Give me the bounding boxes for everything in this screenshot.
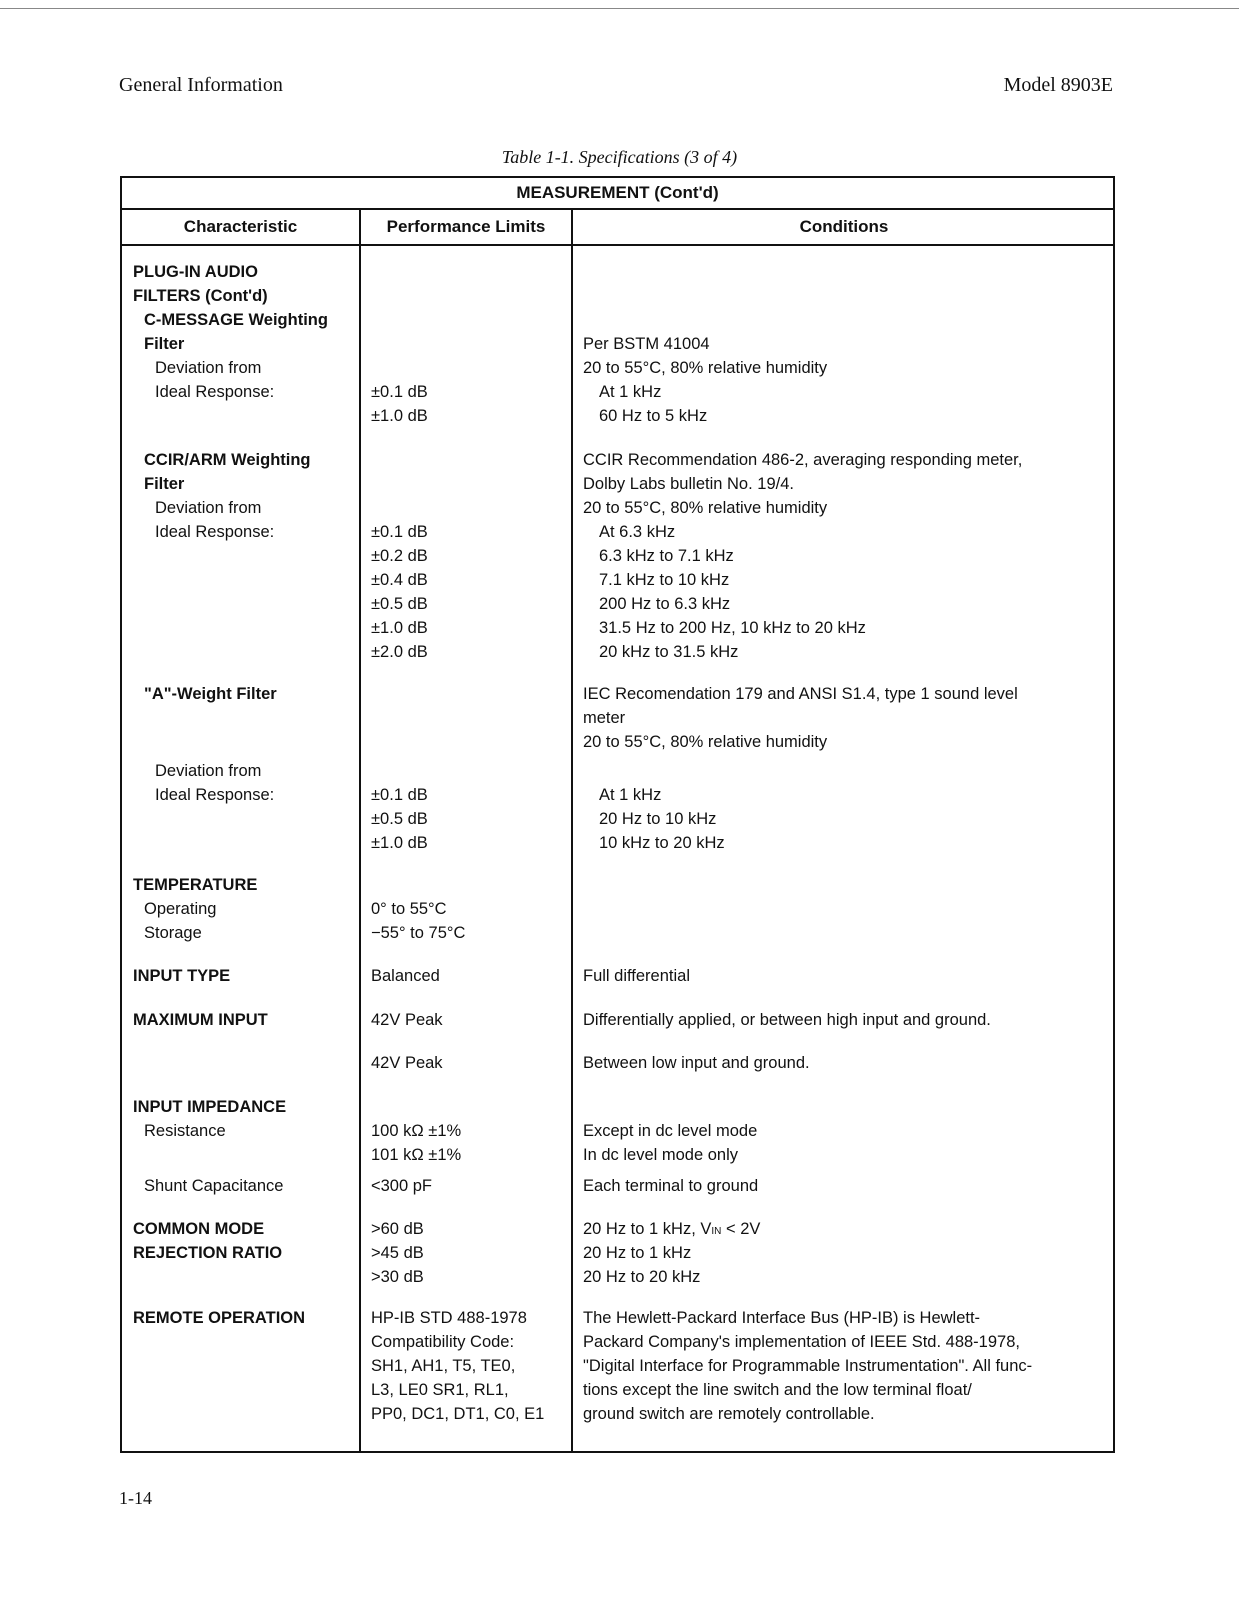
page-number: 1-14 <box>119 1488 152 1508</box>
column-header-conditions: Conditions <box>799 217 889 236</box>
condition-text <box>583 1219 760 1242</box>
vin-subscript: IN <box>711 1226 722 1237</box>
limit-value: PP0, DC1, DT1, C0, E1 <box>371 1405 545 1423</box>
filter-name: Filter <box>144 335 185 353</box>
condition-text: ground switch are remotely controllable. <box>583 1405 875 1423</box>
characteristic-label: Resistance <box>144 1122 226 1140</box>
condition-text: 60 Hz to 5 kHz <box>599 407 708 425</box>
condition-text: At 1 kHz <box>599 786 662 804</box>
condition-text: 7.1 kHz to 10 kHz <box>599 571 730 589</box>
section-heading: INPUT IMPEDANCE <box>133 1098 287 1116</box>
filter-name: CCIR/ARM Weighting <box>144 451 311 469</box>
limit-value: <300 pF <box>371 1177 433 1195</box>
characteristic-label: Ideal Response: <box>155 383 275 401</box>
limit-value: ±0.5 dB <box>371 810 428 828</box>
section-header: General Information <box>119 74 283 96</box>
characteristic-label: Ideal Response: <box>155 523 275 541</box>
filter-name: C-MESSAGE Weighting <box>144 311 328 329</box>
limit-value: >60 dB <box>371 1220 424 1238</box>
section-heading: REMOTE OPERATION <box>133 1309 306 1327</box>
limit-value: 100 kΩ ±1% <box>371 1122 462 1140</box>
table-title: MEASUREMENT (Cont'd) <box>122 178 1113 210</box>
limit-value: ±1.0 dB <box>371 834 428 852</box>
characteristic-label: Storage <box>144 924 202 942</box>
condition-text: 31.5 Hz to 200 Hz, 10 kHz to 20 kHz <box>599 619 866 637</box>
limit-value: 0° to 55°C <box>371 900 447 918</box>
column-divider <box>571 210 573 1451</box>
limit-value: Balanced <box>371 967 440 985</box>
condition-text: 20 Hz to 1 kHz <box>583 1244 692 1262</box>
condition-text: At 1 kHz <box>599 383 662 401</box>
characteristic-label: Deviation from <box>155 762 262 780</box>
limit-value: ±0.2 dB <box>371 547 428 565</box>
condition-text: Between low input and ground. <box>583 1054 810 1072</box>
limit-value: ±0.4 dB <box>371 571 428 589</box>
condition-text: Except in dc level mode <box>583 1122 758 1140</box>
condition-text: 20 Hz to 20 kHz <box>583 1268 701 1286</box>
limit-value: ±1.0 dB <box>371 619 428 637</box>
section-heading: TEMPERATURE <box>133 876 258 894</box>
condition-text: At 6.3 kHz <box>599 523 676 541</box>
section-heading: INPUT TYPE <box>133 967 231 985</box>
limit-value: 42V Peak <box>371 1054 443 1072</box>
condition-text: 20 to 55°C, 80% relative humidity <box>583 359 828 377</box>
condition-text: 200 Hz to 6.3 kHz <box>599 595 731 613</box>
condition-text: 20 kHz to 31.5 kHz <box>599 643 739 661</box>
condition-text: Differentially applied, or between high input and ground. <box>583 1011 991 1029</box>
characteristic-label: Shunt Capacitance <box>144 1177 284 1195</box>
characteristic-label: Deviation from <box>155 359 262 377</box>
condition-text: Packard Company's implementation of IEEE Std. 488-1978, <box>583 1333 1020 1351</box>
condition-text: meter <box>583 709 626 727</box>
condition-text: The Hewlett-Packard Interface Bus (HP-IB) is Hewlett- <box>583 1309 981 1327</box>
specifications-table <box>120 176 1115 1453</box>
characteristic-label: Deviation from <box>155 499 262 517</box>
limit-value: HP-IB STD 488-1978 <box>371 1309 527 1327</box>
top-rule <box>0 8 1239 9</box>
section-heading: FILTERS (Cont'd) <box>133 287 268 305</box>
condition-text: 20 Hz to 10 kHz <box>599 810 717 828</box>
characteristic-label: Ideal Response: <box>155 786 275 804</box>
condition-text: CCIR Recommendation 486-2, averaging responding meter, <box>583 451 1023 469</box>
condition-text: tions except the line switch and the low terminal float/ <box>583 1381 972 1399</box>
limit-value: L3, LE0 SR1, RL1, <box>371 1381 509 1399</box>
column-header-performance-limits: Performance Limits <box>386 217 546 236</box>
condition-text: 6.3 kHz to 7.1 kHz <box>599 547 734 565</box>
column-header-characteristic: Characteristic <box>183 217 298 236</box>
characteristic-label: Operating <box>144 900 217 918</box>
limit-value: SH1, AH1, T5, TE0, <box>371 1357 516 1375</box>
limit-value: Compatibility Code: <box>371 1333 515 1351</box>
column-divider <box>359 210 361 1451</box>
table-caption: Table 1-1. Specifications (3 of 4) <box>501 147 738 167</box>
condition-text: 10 kHz to 20 kHz <box>599 834 725 852</box>
limit-value: −55° to 75°C <box>371 924 466 942</box>
column-header-row <box>122 210 1113 246</box>
section-heading: COMMON MODE <box>133 1220 265 1238</box>
section-heading: REJECTION RATIO <box>133 1244 283 1262</box>
limit-value: ±1.0 dB <box>371 407 428 425</box>
condition-text: 20 to 55°C, 80% relative humidity <box>583 499 828 517</box>
condition-text: IEC Recomendation 179 and ANSI S1.4, type 1 sound level <box>583 685 1018 703</box>
condition-text: In dc level mode only <box>583 1146 739 1164</box>
condition-text: "Digital Interface for Programmable Instrumentation". All func- <box>583 1357 1033 1375</box>
condition-text: Full differential <box>583 967 691 985</box>
condition-text: Per BSTM 41004 <box>583 335 710 353</box>
limit-value: ±0.5 dB <box>371 595 428 613</box>
section-heading: MAXIMUM INPUT <box>133 1011 268 1029</box>
limit-value: >45 dB <box>371 1244 424 1262</box>
filter-name: Filter <box>144 475 185 493</box>
limit-value: >30 dB <box>371 1268 424 1286</box>
condition-suffix: < 2V <box>721 1220 761 1238</box>
limit-value: ±0.1 dB <box>371 383 428 401</box>
limit-value: 42V Peak <box>371 1011 443 1029</box>
filter-name: "A"-Weight Filter <box>144 685 277 703</box>
limit-value: ±0.1 dB <box>371 523 428 541</box>
condition-prefix: 20 Hz to 1 kHz, V <box>583 1220 712 1238</box>
model-header: Model 8903E <box>1003 74 1113 96</box>
section-heading: PLUG-IN AUDIO <box>133 263 258 281</box>
condition-text: Dolby Labs bulletin No. 19/4. <box>583 475 794 493</box>
condition-text: Each terminal to ground <box>583 1177 759 1195</box>
limit-value: 101 kΩ ±1% <box>371 1146 462 1164</box>
limit-value: ±0.1 dB <box>371 786 428 804</box>
limit-value: ±2.0 dB <box>371 643 428 661</box>
condition-text: 20 to 55°C, 80% relative humidity <box>583 733 828 751</box>
